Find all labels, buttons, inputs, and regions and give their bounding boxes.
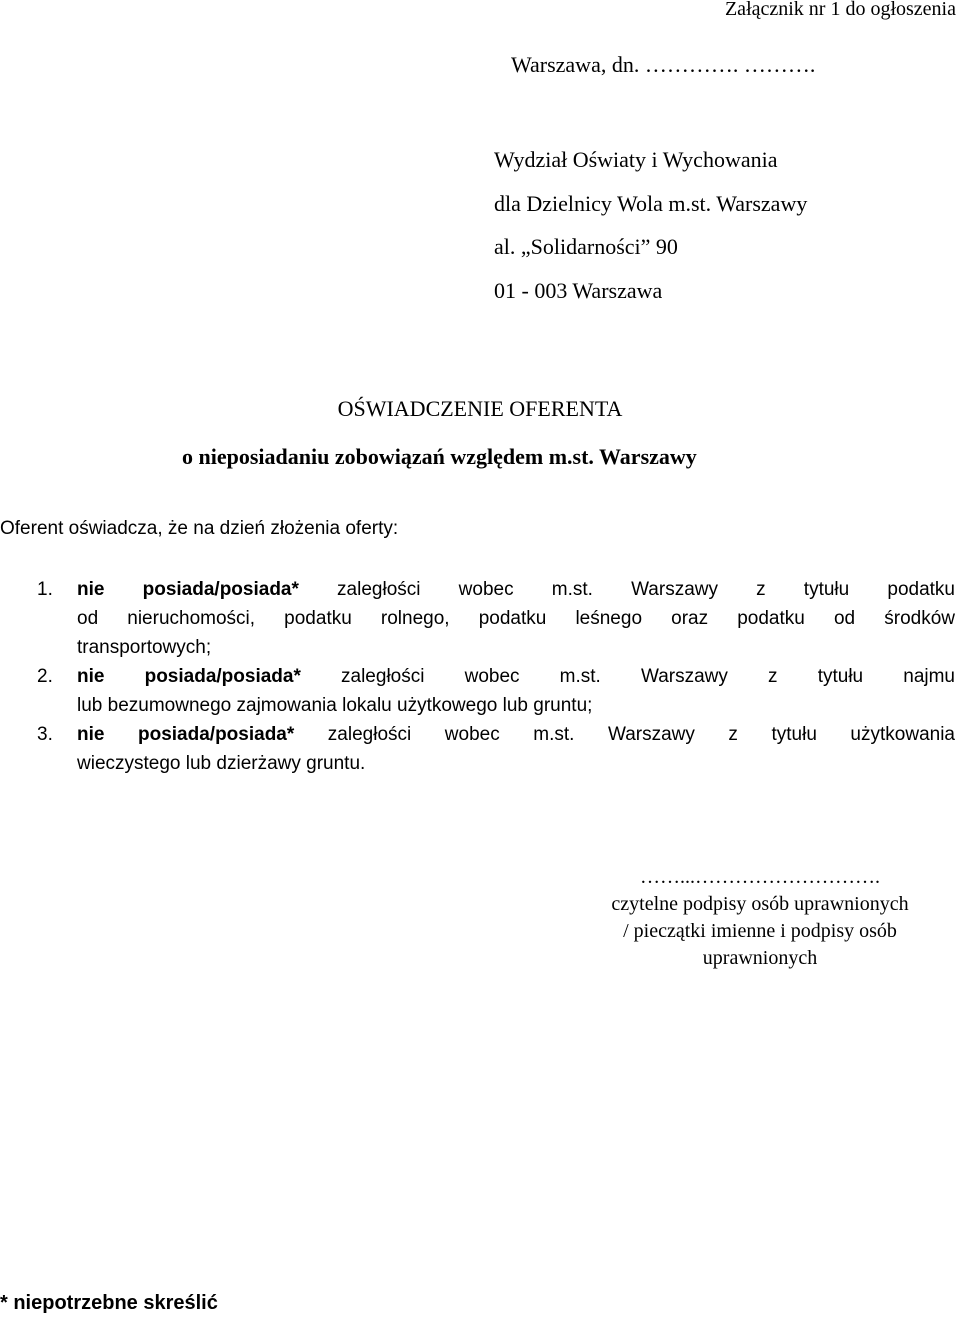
document-subtitle: o nieposiadaniu zobowiązań względem m.st. Warszawy: [182, 444, 697, 469]
document-title: OŚWIADCZENIE OFERENTA: [337, 396, 623, 421]
signature-dots: ……...……………………….: [640, 866, 880, 888]
statement-item-3: [0, 720, 955, 778]
signature-caption-line: / pieczątki imienne i podpisy osób: [623, 920, 897, 942]
item-line: lub bezumownego zajmowania lokalu użytkowego lub gruntu;: [77, 695, 593, 716]
statement-item-2: [0, 662, 955, 720]
item-line: wieczystego lub dzierżawy gruntu.: [77, 753, 366, 774]
item-option: nie posiada/posiada*: [77, 724, 295, 745]
recipient-line: al. „Solidarności” 90: [494, 234, 678, 259]
recipient-address: [494, 138, 807, 312]
item-line: od nieruchomości, podatku rolnego, podatku leśnego oraz podatku od środków: [77, 608, 955, 629]
footnote: * niepotrzebne skreślić: [0, 1292, 218, 1314]
annex-label: Załącznik nr 1 do ogłoszenia: [724, 0, 956, 20]
signature-caption-line: uprawnionych: [702, 947, 818, 969]
statement-item-1: [0, 575, 955, 662]
item-number: 2.: [37, 666, 53, 687]
item-line: transportowych;: [77, 637, 212, 658]
recipient-line: dla Dzielnicy Wola m.st. Warszawy: [494, 190, 808, 216]
item-line: [77, 720, 955, 749]
item-line: [77, 662, 955, 691]
intro-text: Oferent oświadcza, że na dzień złożenia oferty:: [0, 518, 399, 539]
item-number: 3.: [37, 724, 53, 745]
place-date-line: Warszawa, dn. …………. ……….: [511, 52, 816, 77]
item-text: zaległości wobec m.st. Warszawy z tytułu podatku: [298, 579, 956, 600]
signature-block: [560, 864, 960, 972]
recipient-line: Wydział Oświaty i Wychowania: [494, 147, 778, 172]
item-line: [77, 575, 955, 604]
item-option: nie posiada/posiada*: [77, 579, 299, 600]
item-text: zaległości wobec m.st. Warszawy z tytułu użytkowania: [294, 724, 955, 745]
signature-caption-line: czytelne podpisy osób uprawnionych: [611, 893, 909, 915]
item-option: nie posiada/posiada*: [77, 666, 301, 687]
item-number: 1.: [37, 579, 53, 600]
item-text: zaległości wobec m.st. Warszawy z tytułu najmu: [300, 666, 955, 687]
recipient-line: 01 - 003 Warszawa: [494, 277, 663, 303]
